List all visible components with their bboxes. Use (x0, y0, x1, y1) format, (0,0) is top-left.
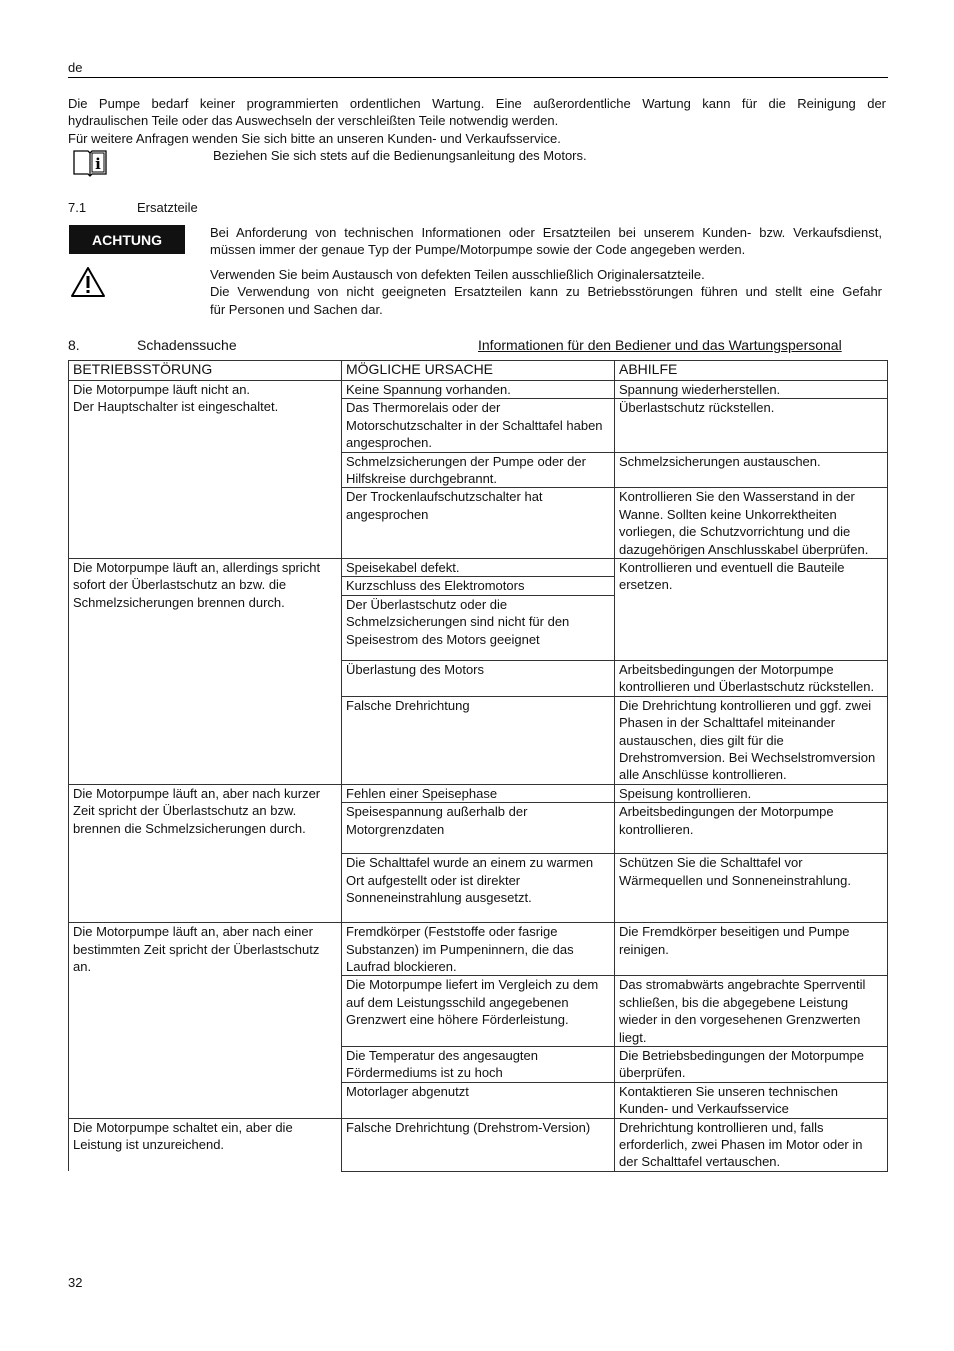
remedy-cell: Speisung kontrollieren. (615, 784, 888, 802)
fault-cell: Die Motorpumpe läuft an, aber nach einer bestimmten Zeit spricht der Überlastschutz an. (69, 923, 342, 1118)
remedy-cell: Arbeitsbedingungen der Motorpumpe kontrollieren. (615, 803, 888, 854)
cause-cell: Der Überlastschutz oder die Schmelzsicherungen sind nicht für den Speisestrom des Motors geeignet (342, 595, 615, 660)
header-remedy: ABHILFE (615, 361, 888, 381)
remedy-cell: Kontrollieren Sie den Wasserstand in der Wanne. Sollten keine Unkorrektheiten vorliegen, die Schutzvorrichtung und die dazugehörigen Anschlusskabel überprüfen. (615, 488, 888, 559)
motor-manual-note: Beziehen Sie sich stets auf die Bedienungsanleitung des Motors. (213, 148, 587, 163)
language-code: de (68, 60, 83, 75)
warning-triangle-icon (70, 266, 106, 298)
cause-cell: Falsche Drehrichtung (342, 696, 615, 784)
fault-cell: Die Motorpumpe läuft nicht an. Der Hauptschalter ist eingeschaltet. (69, 381, 342, 559)
header-fault: BETRIEBSSTÖRUNG (69, 361, 342, 381)
cause-cell: Das Thermorelais oder der Motorschutzschalter in der Schalttafel haben angesprochen. (342, 399, 615, 452)
book-info-icon (72, 147, 108, 177)
cause-cell: Fremdkörper (Feststoffe oder fasrige Substanzen) im Pumpeninnern, die das Laufrad blockieren. (342, 923, 615, 976)
fault-cell: Die Motorpumpe läuft an, aber nach kurzer Zeit spricht der Überlastschutz an bzw. brennen die Schmelzsicherungen durch. (69, 784, 342, 922)
remedy-cell: Die Fremdkörper beseitigen und Pumpe reinigen. (615, 923, 888, 976)
cause-cell: Die Temperatur des angesaugten Fördermediums ist zu hoch (342, 1046, 615, 1082)
section-7-1-number: 7.1 (68, 200, 87, 215)
cause-cell: Überlastung des Motors (342, 660, 615, 696)
fault-cell: Die Motorpumpe schaltet ein, aber die Leistung ist unzureichend. (69, 1118, 342, 1171)
fault-cell: Die Motorpumpe läuft an, allerdings spricht sofort der Überlastschutz an bzw. die Schmelzsicherungen brennen durch. (69, 559, 342, 785)
header-rule (68, 77, 888, 78)
troubleshooting-table (68, 360, 888, 1172)
section-8-audience: Informationen für den Bediener und das Wartungspersonal (478, 337, 842, 353)
intro-line-1: Die Pumpe bedarf keiner programmierten ordentlichen Wartung. Eine außerordentliche Wartung kann für die Reinigung der (68, 96, 886, 111)
svg-text:i: i (95, 155, 101, 173)
intro-line-2: hydraulischen Teile oder das Auswechseln der verschleißten Teile notwendig werden. (68, 113, 559, 128)
cause-cell: Speisekabel defekt. (342, 559, 615, 577)
spare-parts-text-2b: Die Verwendung von nicht geeigneten Ersatzteilen kann zu Betriebsstörungen führen und stellt eine Gefahr (210, 284, 882, 299)
remedy-cell: Schützen Sie die Schalttafel vor Wärmequellen und Sonneneinstrahlung. (615, 854, 888, 923)
spare-parts-text-1a: Bei Anforderung von technischen Informationen oder Ersatzteilen bei unserem Kunden- bzw. Verkaufsdienst, (210, 225, 882, 240)
remedy-cell: Schmelzsicherungen austauschen. (615, 452, 888, 488)
intro-line-3: Für weitere Anfragen wenden Sie sich bitte an unseren Kunden- und Verkaufsservice. (68, 131, 561, 146)
cause-cell: Keine Spannung vorhanden. (342, 381, 615, 399)
cause-cell: Schmelzsicherungen der Pumpe oder der Hilfskreise durchgebrannt. (342, 452, 615, 488)
table-row (69, 381, 888, 399)
cause-cell: Kurzschluss des Elektromotors (342, 577, 615, 595)
section-8-title: Schadenssuche (137, 337, 237, 353)
table-row (69, 1118, 888, 1171)
header-cause: MÖGLICHE URSACHE (342, 361, 615, 381)
cause-cell: Fehlen einer Speisephase (342, 784, 615, 802)
spare-parts-text-2a: Verwenden Sie beim Austausch von defekten Teilen ausschließlich Originalersatzteile. (210, 267, 705, 282)
table-row (69, 784, 888, 802)
remedy-cell: Drehrichtung kontrollieren und, falls erforderlich, zwei Phasen im Motor oder in der Schalttafel vertauschen. (615, 1118, 888, 1171)
remedy-cell: Das stromabwärts angebrachte Sperrventil schließen, bis die abgegebene Leistung wieder in den vorgesehenen Grenzwerten liegt. (615, 976, 888, 1047)
cause-cell: Motorlager abgenutzt (342, 1082, 615, 1118)
cause-cell: Die Schalttafel wurde an einem zu warmen Ort aufgestellt oder ist direkter Sonneneinstrahlung ausgesetzt. (342, 854, 615, 923)
remedy-cell: Kontaktieren Sie unseren technischen Kunden- und Verkaufsservice (615, 1082, 888, 1118)
table-header-row (69, 361, 888, 381)
cause-cell: Falsche Drehrichtung (Drehstrom-Version) (342, 1118, 615, 1171)
remedy-cell: Kontrollieren und eventuell die Bauteile ersetzen. (615, 559, 888, 661)
remedy-cell: Überlastschutz rückstellen. (615, 399, 888, 452)
remedy-cell: Die Drehrichtung kontrollieren und ggf. zwei Phasen in der Schalttafel miteinander austauschen, dies gilt für die Drehstromversion. Bei Wechselstromversion alle Anschlüsse kontrollieren. (615, 696, 888, 784)
cause-cell: Die Motorpumpe liefert im Vergleich zu dem auf dem Leistungsschild angegebenen Grenzwert eine höhere Förderleistung. (342, 976, 615, 1047)
section-7-1-title: Ersatzteile (137, 200, 198, 215)
spare-parts-text-2c: für Personen und Sachen dar. (210, 302, 383, 317)
cause-cell: Der Trockenlaufschutzschalter hat angesprochen (342, 488, 615, 559)
page-number: 32 (68, 1275, 83, 1290)
table-row (69, 559, 888, 577)
cause-cell: Speisespannung außerhalb der Motorgrenzdaten (342, 803, 615, 854)
remedy-cell: Die Betriebsbedingungen der Motorpumpe überprüfen. (615, 1046, 888, 1082)
achtung-badge: ACHTUNG (69, 225, 185, 254)
table-row (69, 923, 888, 976)
section-8-number: 8. (68, 337, 80, 353)
spare-parts-text-1b: müssen immer der genaue Typ der Pumpe/Motorpumpe sowie der Code angegeben werden. (210, 242, 746, 257)
remedy-cell: Arbeitsbedingungen der Motorpumpe kontrollieren und Überlastschutz rückstellen. (615, 660, 888, 696)
remedy-cell: Spannung wiederherstellen. (615, 381, 888, 399)
